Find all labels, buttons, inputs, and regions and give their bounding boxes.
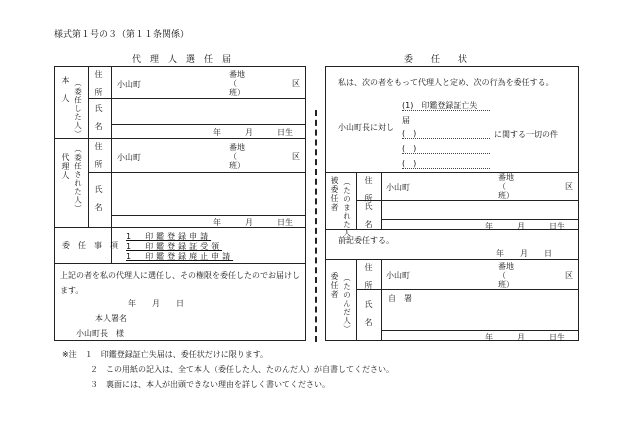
delegator-date: 年 月 日生 [485, 333, 565, 342]
note-3: ３ 裏面には、本人が出頭できない理由を詳しく書いてください。 [90, 380, 330, 389]
right-sign-date: 年 月 日 [496, 249, 552, 258]
poa-mayor-text: 小山町長に対し [338, 123, 394, 132]
delegate-ku: 区 [565, 182, 573, 191]
above-delegated: 前記委任する。 [338, 236, 394, 245]
left-title: 代 理 人 選 任 届 [132, 55, 232, 65]
agent-han: 班） [229, 161, 245, 170]
agent-paren: （ [229, 152, 237, 161]
delegate-label: 被委任者 [330, 176, 339, 212]
principal-sub: （委任した人） [73, 79, 83, 139]
delegator-label: 委任者 [330, 272, 339, 299]
principal-name-label: 氏 名 [94, 104, 103, 131]
delegator-paren: （ [498, 271, 506, 280]
delegator-town: 小山町 [386, 271, 410, 280]
delegator-address-label: 住 所 [364, 263, 373, 290]
poa-item-1-cont: 届 [402, 116, 410, 125]
note-2: ２ この用紙の記入は、全て本人（委任した人、たのんだ人）が自書してください。 [90, 365, 394, 374]
agent-label: 代理人 [61, 153, 70, 180]
delegate-han: 班） [498, 191, 514, 200]
principal-paren: （ [229, 79, 237, 88]
addressee: 小山町長 様 [76, 329, 124, 338]
poa-item-4: ( ) [402, 159, 417, 168]
delegation-item-1: 1 印鑑登録申請 [126, 232, 212, 241]
principal-han: 班） [229, 88, 245, 97]
principal-date: 年 月 日生 [213, 128, 293, 137]
poa-matters-suffix: に関する一切の件 [494, 130, 558, 139]
principal-label: 本 人 [61, 76, 70, 103]
delegate-address-label: 住 所 [364, 176, 373, 203]
delegator-ku: 区 [565, 271, 573, 280]
statement: 上記の者を私の代理人に選任し、その権限を委任したのでお届けします。 [60, 271, 300, 295]
delegate-date: 年 月 日生 [485, 222, 565, 231]
left-sign-date: 年 月 日 [128, 299, 184, 308]
delegator-han: 班） [498, 280, 514, 289]
principal-address-label: 住 所 [94, 70, 103, 97]
poa-item-1: (1) 印鑑登録証亡失 [402, 101, 478, 110]
agent-date: 年 月 日生 [213, 218, 293, 227]
delegate-town: 小山町 [386, 183, 410, 192]
principal-ku: 区 [292, 79, 300, 88]
signature-label: 本人署名 [95, 314, 127, 323]
right-title: 委 任 状 [404, 55, 468, 65]
agent-address-label: 住 所 [94, 142, 103, 169]
poa-intro: 私は、次の者をもって代理人と定め、次の行為を委任する。 [338, 78, 554, 87]
agent-sub: （委任された人） [73, 145, 83, 213]
agent-town: 小山町 [117, 153, 141, 162]
agent-banchi: 番地 [229, 143, 245, 152]
delegate-banchi: 番地 [498, 173, 514, 182]
form-number: 様式第１号の３（第１１条関係） [54, 30, 190, 40]
perforation-line [315, 110, 317, 342]
poa-item-2: ( ) [402, 129, 417, 138]
delegation-item-2: 1 印鑑登録証受領 [126, 242, 223, 251]
delegator-autograph: 自 署 [388, 294, 412, 303]
principal-banchi: 番地 [229, 70, 245, 79]
agent-ku: 区 [292, 152, 300, 161]
agent-name-label: 氏 名 [94, 185, 103, 212]
delegate-paren: （ [498, 182, 506, 191]
delegator-banchi: 番地 [498, 262, 514, 271]
poa-item-3: ( ) [402, 144, 417, 153]
delegate-name-label: 氏 名 [364, 202, 373, 229]
delegator-sub: （たのんだ人） [342, 274, 352, 334]
delegator-name-label: 氏 名 [364, 300, 373, 327]
delegation-label: 委 任 事 項 [62, 241, 118, 250]
delegate-sub: （たのまれた人） [342, 178, 352, 246]
delegation-item-3: 1 印鑑登録廃止申請 [126, 252, 234, 261]
note-1: ※注 １ 印鑑登録証亡失届は、委任状だけに限ります。 [62, 350, 269, 359]
principal-town: 小山町 [117, 80, 141, 89]
